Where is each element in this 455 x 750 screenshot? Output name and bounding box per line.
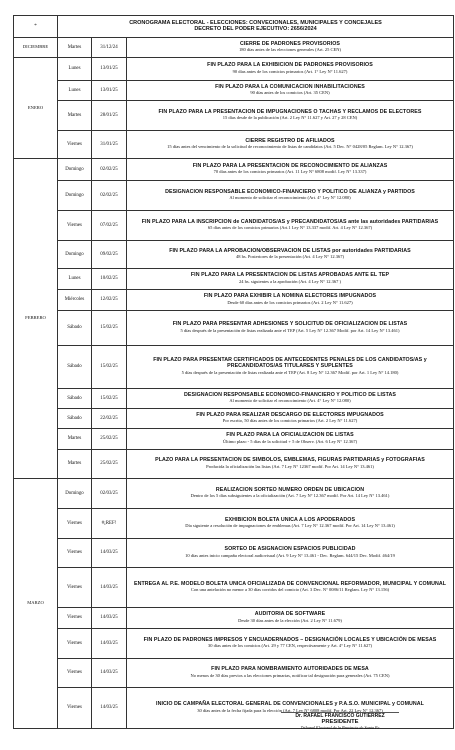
row-date: 22/02/25 bbox=[92, 409, 127, 429]
row-title: EXHIBICION BOLETA UNICA A LOS APODERADOS bbox=[224, 516, 356, 523]
row-date: 31/12/24 bbox=[92, 38, 127, 58]
table-row bbox=[14, 346, 454, 389]
row-detail: Último plazo - 5 días de la solicitud + 5 de Observ. (Art. 6 Ley N° 12.367) bbox=[222, 438, 358, 444]
row-description bbox=[127, 629, 454, 659]
row-day: Viernes bbox=[58, 688, 92, 729]
row-detail: 30 días antes de la fecha fijada para la elección (Art. 7 Ley N° 6808 modif. Por Art. 22 Ley N° 12.367) bbox=[197, 707, 383, 713]
row-detail: 90 días antes de los comicios (Art. 35 CEN) bbox=[250, 90, 330, 96]
table-header-row bbox=[14, 16, 454, 38]
table-row bbox=[14, 290, 454, 311]
table-row bbox=[14, 539, 454, 568]
row-detail: Dentro de los 5 días subsiguientes a la oficialización (Art. 7 Ley N° 12.367 modif. Por Art. 14 Ley N° 13.461) bbox=[190, 493, 390, 499]
row-title: FIN PLAZO PARA LA EXHIBICION DE PADRONES PROVISORIOS bbox=[207, 62, 373, 69]
table-row bbox=[14, 159, 454, 181]
row-day: Viernes bbox=[58, 539, 92, 568]
row-day: Sábado bbox=[58, 389, 92, 409]
row-description bbox=[127, 509, 454, 539]
row-title: CIERRE DE PADRONES PROVISORIOS bbox=[240, 40, 340, 47]
row-detail: 10 días antes inicio campaña electoral audiovisual (Art. 9 Ley N° 13.461 - Dec. Reglam. 644/15 Dec. Modif. 464/19 bbox=[185, 552, 395, 558]
row-day: Domingo bbox=[58, 159, 92, 181]
row-day: Lunes bbox=[58, 58, 92, 81]
row-day: Domingo bbox=[58, 479, 92, 509]
row-description bbox=[127, 269, 454, 290]
row-description bbox=[127, 568, 454, 608]
row-detail: 30 días antes de los comicios (Art. 29 y 77 CEN, respectivamente y Art. 4° Ley N° 11.627) bbox=[207, 643, 373, 649]
row-title: CIERRE REGISTRO DE AFILIADOS bbox=[245, 137, 335, 144]
row-day: Martes bbox=[58, 429, 92, 450]
row-description bbox=[127, 159, 454, 181]
row-day: Miércoles bbox=[58, 290, 92, 311]
header-title: CRONOGRAMA ELECTORAL - ELECCIONES: CONVECIONALES, MUNICIPALES Y CONCEJALES bbox=[129, 19, 382, 26]
row-title: FIN PLAZO PARA LA PRESENTACION DE IMPUGNACIONES O TACHAS Y RECLAMOS DE ELECTORES bbox=[158, 108, 422, 115]
row-title: FIN PLAZO DE PADRONES IMPRESOS Y ENCUADERNADOS – DESIGNACIÓN LOCALES Y UBICACIÓN DE MESAS bbox=[143, 636, 437, 643]
table-row bbox=[14, 269, 454, 290]
row-date: 25/02/25 bbox=[92, 450, 127, 479]
table-row bbox=[14, 101, 454, 131]
row-detail: Con una antelación no menor a 30 días corridos del comicio (Art. 3 Dec. N° 0086/11 Reglam. Ley N° 13.156) bbox=[190, 587, 390, 593]
row-date: 14/03/25 bbox=[92, 608, 127, 629]
table-row bbox=[14, 568, 454, 608]
row-title: PLAZO PARA LA PRESENTACION DE SIMBOLOS, EMBLEMAS, FIGURAS PARTIDARIAS y FOTOGRAFIAS bbox=[155, 457, 425, 464]
row-date: 31/01/25 bbox=[92, 131, 127, 159]
row-date: 14/03/25 bbox=[92, 659, 127, 688]
row-description bbox=[127, 181, 454, 211]
row-date: 28/01/25 bbox=[92, 101, 127, 131]
row-day: Sábado bbox=[58, 409, 92, 429]
row-title: AUDITORIA DE SOFTWARE bbox=[254, 611, 326, 618]
row-description bbox=[127, 539, 454, 568]
cronograma-table bbox=[13, 15, 454, 729]
row-detail: Desde 30 días antes de la elección (Art. 2 Ley N° 11.679) bbox=[238, 617, 342, 623]
table-row bbox=[14, 211, 454, 241]
row-day: Martes bbox=[58, 38, 92, 58]
row-detail: 70 días antes de los comicios primarios (Art. 11 Ley N° 6808 modif. Ley N° 13.337) bbox=[213, 169, 367, 175]
row-title: ENTREGA AL P.E. MODELO BOLETA UNICA OFICIALIZADA DE CONVENCIONAL REFORMADOR, MUNICIPAL Y COMUNAL bbox=[133, 580, 447, 587]
row-title: REALIZACION SORTEO NUMERO ORDEN DE UBICACION bbox=[215, 486, 365, 493]
header-decree: DECRETO DEL PODER EJECUTIVO: 2656/2024 bbox=[194, 25, 317, 32]
row-day: Viernes bbox=[58, 608, 92, 629]
row-detail: 15 días antes del vencimiento de la solicitud de reconocimiento de listas de candidatos (Art. 5 Dec. N° 0428/05 Reglam. Ley N° 12.367) bbox=[167, 144, 413, 150]
row-description bbox=[127, 450, 454, 479]
table-row bbox=[14, 608, 454, 629]
row-description bbox=[127, 311, 454, 346]
month-febrero: FEBRERO bbox=[14, 159, 58, 479]
row-date: 14/03/25 bbox=[92, 539, 127, 568]
row-description bbox=[127, 290, 454, 311]
table-row bbox=[14, 131, 454, 159]
row-description bbox=[127, 241, 454, 269]
row-description bbox=[127, 659, 454, 688]
row-day: Viernes bbox=[58, 568, 92, 608]
row-day: Sábado bbox=[58, 311, 92, 346]
row-date: 14/03/25 bbox=[92, 568, 127, 608]
row-description bbox=[127, 38, 454, 58]
row-title: SORTEO DE ASIGNACION ESPACIOS PUBLICIDAD bbox=[224, 546, 356, 553]
table-row bbox=[14, 429, 454, 450]
signatory-name: Dr. RAFAEL FRANCISCO GUTIERREZ bbox=[295, 713, 385, 719]
table-row bbox=[14, 38, 454, 58]
row-description bbox=[127, 131, 454, 159]
row-date: 02/03/25 bbox=[92, 479, 127, 509]
row-title: FIN PLAZO PARA LA PRESENTACION DE LISTAS APROBADAS ANTE EL TEP bbox=[190, 272, 390, 279]
row-description bbox=[127, 346, 454, 389]
row-description bbox=[127, 608, 454, 629]
row-detail: Desde 60 días antes de los comicios primarios (Art. 2 Ley N° 11.627) bbox=[227, 299, 353, 305]
row-day: Domingo bbox=[58, 241, 92, 269]
table-row bbox=[14, 479, 454, 509]
row-day: Viernes bbox=[58, 659, 92, 688]
table-row bbox=[14, 450, 454, 479]
row-title: FIN PLAZO PARA LA COMUNICACION INHABILITACIONES bbox=[215, 83, 365, 90]
row-date: 02/02/25 bbox=[92, 181, 127, 211]
signatory-organization: Tribunal Electoral de la Provincia de Santa Fe bbox=[300, 725, 380, 730]
row-day: Viernes bbox=[58, 211, 92, 241]
row-title: FIN PLAZO PARA LA APROBACION/OBSERVACION DE LISTAS por autoridades PARTIDARIAS bbox=[169, 247, 411, 254]
row-title: FIN PLAZO PARA EXHIBIR LA NOMINA ELECTORES IMPUGNADOS bbox=[203, 293, 377, 300]
table-row bbox=[14, 241, 454, 269]
row-date: 09/02/25 bbox=[92, 241, 127, 269]
row-date: 02/02/25 bbox=[92, 159, 127, 181]
table-row bbox=[14, 659, 454, 688]
row-date: #¡REF! bbox=[92, 509, 127, 539]
table-row bbox=[14, 81, 454, 101]
row-day: Viernes bbox=[58, 629, 92, 659]
row-date: 13/01/25 bbox=[92, 58, 127, 81]
row-detail: 15 días desde de la publicación (Art. 2 Ley N° 11.627 y Art. 27 y 28 CEN) bbox=[222, 115, 358, 121]
row-title: FIN PLAZO PARA NOMBRAMIENTO AUTORIDADES DE MESA bbox=[211, 666, 369, 673]
row-day: Lunes bbox=[58, 81, 92, 101]
row-title: FIN PLAZO PARA REALIZAR DESCARGO DE ELECTORES IMPUGNADOS bbox=[196, 411, 384, 418]
table-row bbox=[14, 409, 454, 429]
row-detail: 5 días después de la presentación de listas realizada ante el TEP (Art. 5 Ley N° 12.367 Modif. por Art. 14 Ley N° 13.461) bbox=[180, 327, 400, 333]
table-row bbox=[14, 181, 454, 211]
row-description bbox=[127, 58, 454, 81]
row-title: FIN PLAZO PARA LA INSCRIPCION de CANDIDATOS/AS y PRECANDIDATOS/AS ante las autoridades PARTIDARIAS bbox=[141, 218, 439, 225]
row-detail: Producida la oficialización las listas (Art. 7 Ley N° 12367 modif. Por Art. 14 Ley N° 13.461) bbox=[206, 463, 374, 469]
table-row bbox=[14, 389, 454, 409]
row-date: 14/03/25 bbox=[92, 688, 127, 729]
month-marzo: MARZO bbox=[14, 479, 58, 729]
row-detail: Día siguiente a resolución de impugnaciones de emblemas (Art. 7 Ley N° 12.367 modif. Por Art. 14 Ley N° 13.461) bbox=[185, 523, 395, 529]
row-detail: No menos de 30 días previos a las elecciones primarias, notificar tal designación para generales (Art. 75 CEN) bbox=[190, 672, 390, 678]
row-detail: 180 días antes de las elecciones generales (Art. 25 CEN) bbox=[239, 47, 341, 53]
table-header bbox=[58, 16, 454, 38]
row-description bbox=[127, 81, 454, 101]
month-enero: ENERO bbox=[14, 58, 58, 159]
row-day: Sábado bbox=[58, 346, 92, 389]
row-description bbox=[127, 479, 454, 509]
row-description bbox=[127, 409, 454, 429]
signature-block bbox=[240, 712, 440, 730]
row-day: Domingo bbox=[58, 181, 92, 211]
table-row bbox=[14, 509, 454, 539]
table-row bbox=[14, 311, 454, 346]
row-detail: 5 días después de la presentación de listas realizada ante el TEP (Art. 8 Ley N° 12.367 Modif. por Art. 1 Ley N° 14.180) bbox=[181, 369, 399, 375]
row-description bbox=[127, 429, 454, 450]
row-title: FIN PLAZO PARA PRESENTAR ADHESIONES Y SOLICITUD DE OFICIALIZACION DE LISTAS bbox=[172, 321, 408, 328]
row-title: DESIGNACION RESPONSABLE ECONOMICO-FINANCIERO Y POLITICO DE ALIANZA y PARTIDOS bbox=[165, 188, 415, 195]
row-title: DESIGNACION RESPONSABLE ECONOMICO-FINANCIERO Y POLITICO DE LISTAS bbox=[184, 391, 396, 398]
row-date: 15/02/25 bbox=[92, 346, 127, 389]
row-title: INICIO DE CAMPAÑA ELECTORAL GENERAL DE CONVENCIONALES y P.A.S.O. MUNICIPAL y COMUNAL bbox=[156, 701, 424, 708]
row-day: Viernes bbox=[58, 509, 92, 539]
row-date: 07/02/25 bbox=[92, 211, 127, 241]
row-date: 13/01/25 bbox=[92, 81, 127, 101]
row-detail: 90 días antes de los comicios primarios (Art. 1° Ley N° 11.627) bbox=[232, 68, 348, 74]
row-date: 15/02/25 bbox=[92, 311, 127, 346]
row-title: FIN PLAZO PARA LA PRESENTACION DE RECONOCIMIENTO DE ALIANZAS bbox=[192, 162, 388, 169]
row-title: FIN PLAZO PARA LA OFICIALIZACION DE LISTAS bbox=[226, 432, 354, 439]
row-detail: Por escrito, 50 días antes de los comicios primarios (Art. 2 Ley N° 11.627) bbox=[222, 418, 358, 424]
row-day: Martes bbox=[58, 101, 92, 131]
table-row bbox=[14, 58, 454, 81]
month-diciembre: DICIEMBRE bbox=[14, 38, 58, 58]
row-detail: Al momento de solicitar el reconocimiento (Art. 4° Ley N° 12.080) bbox=[229, 398, 351, 404]
row-date: 12/02/25 bbox=[92, 290, 127, 311]
row-day: Martes bbox=[58, 450, 92, 479]
row-detail: Al momento de solicitar el reconocimiento (Art. 4° Ley N° 12.080) bbox=[229, 195, 351, 201]
table-row bbox=[14, 629, 454, 659]
row-detail: 24 hs. siguientes a la aprobación (Art. 4 Ley N° 12.367 ) bbox=[238, 278, 342, 284]
row-date: 25/02/25 bbox=[92, 429, 127, 450]
row-detail: 48 hs. Posteriores de la presentación (Art. 4 Ley N° 12.367) bbox=[236, 254, 344, 260]
row-date: 14/03/25 bbox=[92, 629, 127, 659]
row-day: Lunes bbox=[58, 269, 92, 290]
row-detail: 65 días antes de los comicios primarios (Art.1 Ley N° 13.337 modif. Art. 4 Ley N° 12.367) bbox=[207, 225, 373, 231]
signatory-title: PRESIDENTE bbox=[321, 719, 359, 725]
row-date: 15/02/25 bbox=[92, 389, 127, 409]
header-mark: * bbox=[14, 16, 58, 38]
row-description bbox=[127, 101, 454, 131]
row-description bbox=[127, 211, 454, 241]
row-title: FIN PLAZO PARA PRESENTAR CERTIFICADOS DE ANTECEDENTES PENALES DE LOS CANDIDATOS/AS y PRECANDIDATOS/AS TITULARES Y SUPLENTES bbox=[153, 357, 427, 370]
row-day: Viernes bbox=[58, 131, 92, 159]
row-date: 10/02/25 bbox=[92, 269, 127, 290]
row-description bbox=[127, 389, 454, 409]
